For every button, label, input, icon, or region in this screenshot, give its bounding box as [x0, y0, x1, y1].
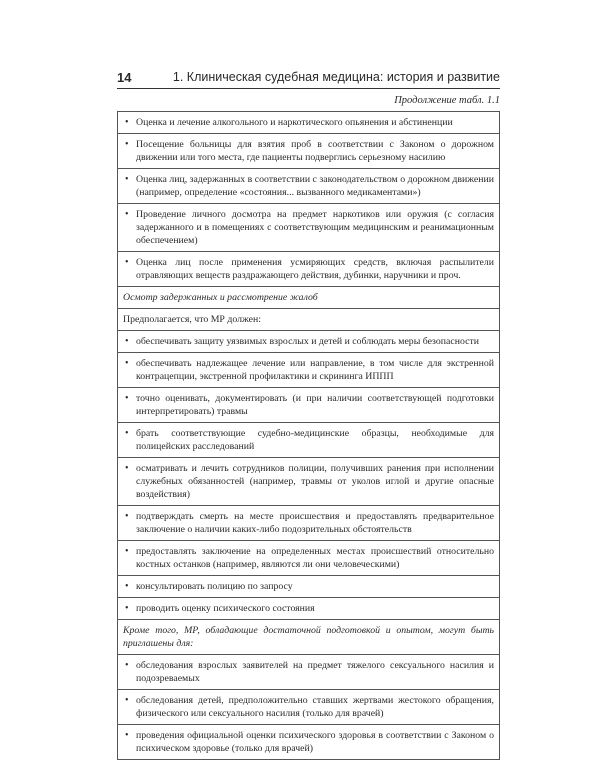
table-row — [118, 620, 500, 655]
header-rule — [117, 88, 500, 89]
table-row — [118, 169, 500, 204]
table-row — [118, 112, 500, 134]
table-body — [118, 112, 500, 760]
table-row — [118, 598, 500, 620]
bullet-item: • подтверждать смерть на месте происшествия и предоставлять предварительное заключение о наличии каких-либо подозрительных обстоятельств — [118, 506, 500, 541]
table-row — [118, 331, 500, 353]
table-row — [118, 423, 500, 458]
bullet-item: • брать соответствующие судебно-медицинские образцы, необходимые для полицейских расследований — [118, 423, 500, 458]
running-title: 1. Клиническая судебная медицина: история и развитие — [172, 70, 500, 84]
bullet-item: • проведения официальной оценки психического здоровья в соответствии с Законом о психическом здоровье (только для врачей) — [118, 725, 500, 760]
bullet-item: • Проведение личного досмотра на предмет наркотиков или оружия (с согласия задержанного и в помещениях с соответствующим медицинским и реанимационным обеспечением) — [118, 204, 500, 252]
table-row — [118, 690, 500, 725]
section-heading: Кроме того, МР, обладающие достаточной подготовкой и опытом, могут быть приглашены для: — [118, 620, 500, 655]
table-row — [118, 204, 500, 252]
bullet-item: • консультировать полицию по запросу — [118, 576, 500, 598]
table-row — [118, 458, 500, 506]
bullet-item: • Оценка и лечение алкогольного и наркотического опьянения и абстиненции — [118, 112, 500, 134]
table-row — [118, 655, 500, 690]
table-row — [118, 353, 500, 388]
page-number: 14 — [117, 70, 132, 85]
bullet-item: • осматривать и лечить сотрудников полиции, получивших ранения при исполнении служебных обязанностей (например, травмы от уколов иглой и другие опасные воздействия) — [118, 458, 500, 506]
table-continuation-label: Продолжение табл. 1.1 — [394, 95, 500, 106]
table-row — [118, 287, 500, 309]
table-row — [118, 388, 500, 423]
bullet-item: • Оценка лиц после применения усмиряющих средств, включая распылители отравляющих веществ раздражающего действия, дубинки, наручники и проч. — [118, 252, 500, 287]
table-row — [118, 134, 500, 169]
bullet-item: • обследования взрослых заявителей на предмет тяжелого сексуального насилия и подозреваемых — [118, 655, 500, 690]
bullet-item: • обследования детей, предположительно ставших жертвами жестокого обращения, физического или сексуального насилия (только для врачей) — [118, 690, 500, 725]
table-row — [118, 576, 500, 598]
bullet-item: • Оценка лиц, задержанных в соответствии с законодательством о дорожном движении (например, определение «состояния... вызванного медикаментами») — [118, 169, 500, 204]
table-row — [118, 252, 500, 287]
intro-text: Предполагается, что МР должен: — [118, 309, 500, 331]
table-row — [118, 506, 500, 541]
bullet-item: • проводить оценку психического состояния — [118, 598, 500, 620]
bullet-item: • обеспечивать защиту уязвимых взрослых и детей и соблюдать меры безопасности — [118, 331, 500, 353]
bullet-item: • предоставлять заключение на определенных местах происшествий относительно костных останков (например, являются ли они человеческими) — [118, 541, 500, 576]
clinical-forensic-table — [117, 111, 500, 760]
bullet-item: • обеспечивать надлежащее лечение или направление, в том числе для экстренной контрацепции, экстренной профилактики и скрининга ИППП — [118, 353, 500, 388]
table-row — [118, 725, 500, 760]
table-row — [118, 541, 500, 576]
section-heading: Осмотр задержанных и рассмотрение жалоб — [118, 287, 500, 309]
bullet-item: • точно оценивать, документировать (и при наличии соответствующей подготовки интерпретировать) травмы — [118, 388, 500, 423]
bullet-item: • Посещение больницы для взятия проб в соответствии с Законом о дорожном движении или того места, где пациенты подверглись серьезному насилию — [118, 134, 500, 169]
table-row — [118, 309, 500, 331]
